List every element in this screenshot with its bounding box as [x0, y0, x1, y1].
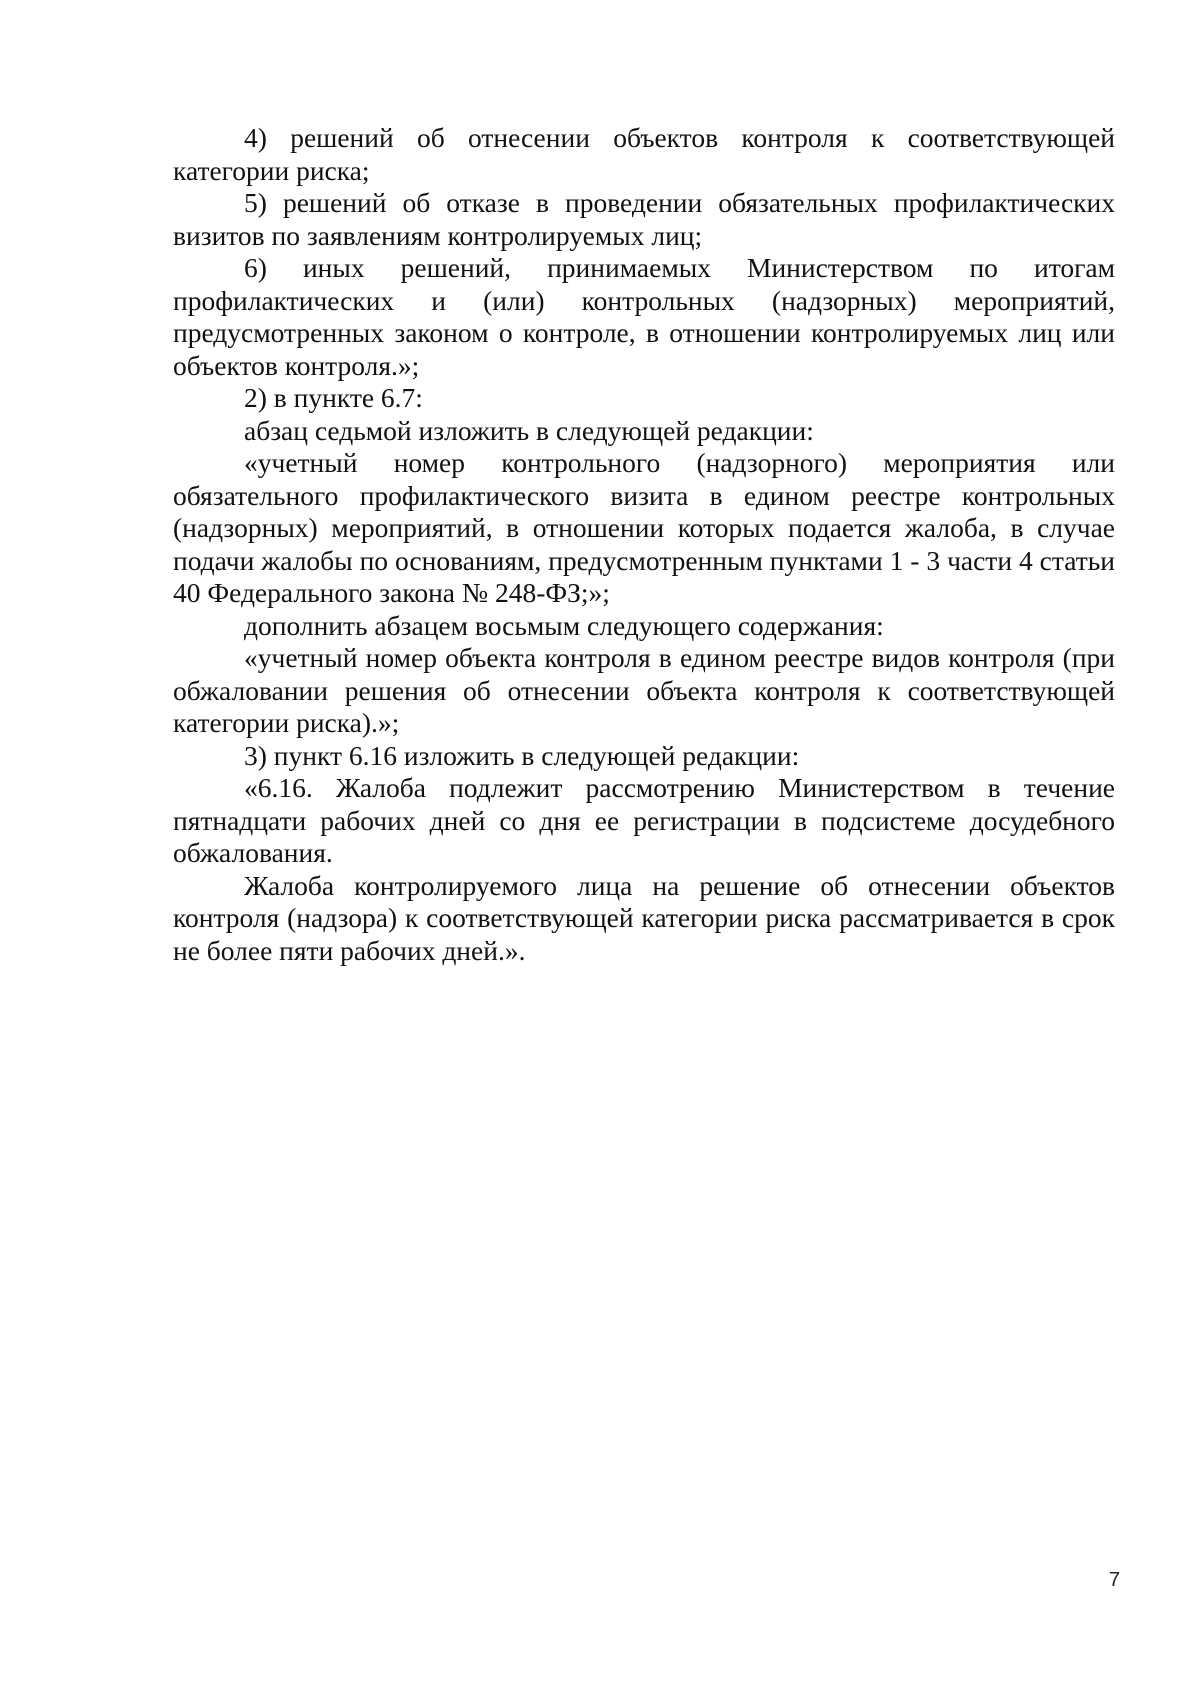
paragraph-seventh-abzac-intro: абзац седьмой изложить в следующей редакции:	[244, 414, 814, 446]
page-number: 7	[1108, 1569, 1120, 1591]
paragraph-object-number-quote: «учетный номер объекта контроля в едином реестре видов контроля (при обжаловании решения об отнесении объекта контроля к соответствующей категории риска).»;	[173, 642, 1115, 738]
paragraph-clause-6-16-heading: 3) пункт 6.16 изложить в следующей редакции:	[244, 739, 800, 771]
paragraph-eighth-abzac-intro: дополнить абзацем восьмым следующего содержания:	[244, 609, 884, 641]
paragraph-registration-number-quote: «учетный номер контрольного (надзорного) мероприятия или обязательного профилактического визита в едином реестре контрольных (надзорных) мероприятий, в отношении которых подается жалоба, в случае подачи жалобы по основаниям, предусмотренным пунктами 1 - 3 части 4 статьи 40 Федерального закона № 248-ФЗ;»;	[173, 447, 1115, 608]
paragraph-clause-6-7-heading: 2) в пункте 6.7:	[244, 382, 423, 413]
paragraph-complaint-five-days: Жалоба контролируемого лица на решение об отнесении объектов контроля (надзора) к соответствующей категории риска рассматривается в срок не более пяти рабочих дней.».	[173, 869, 1115, 966]
paragraph-item-6-other-decisions: 6) иных решений, принимаемых Министерством по итогам профилактических и (или) контрольных (надзорных) мероприятий, предусмотренных законом о контроле, в отношении контролируемых лиц или объектов контроля.»;	[173, 252, 1115, 381]
document-body	[173, 122, 1115, 967]
paragraph-complaint-fifteen-days: «6.16. Жалоба подлежит рассмотрению Министерством в течение пятнадцати рабочих дней со дня ее регистрации в подсистеме досудебного обжалования.	[173, 772, 1115, 868]
paragraph-item-4-risk-category: 4) решений об отнесении объектов контроля к соответствующей категории риска;	[173, 122, 1115, 186]
paragraph-item-5-refusal-visits: 5) решений об отказе в проведении обязательных профилактических визитов по заявлениям контролируемых лиц;	[173, 187, 1115, 251]
